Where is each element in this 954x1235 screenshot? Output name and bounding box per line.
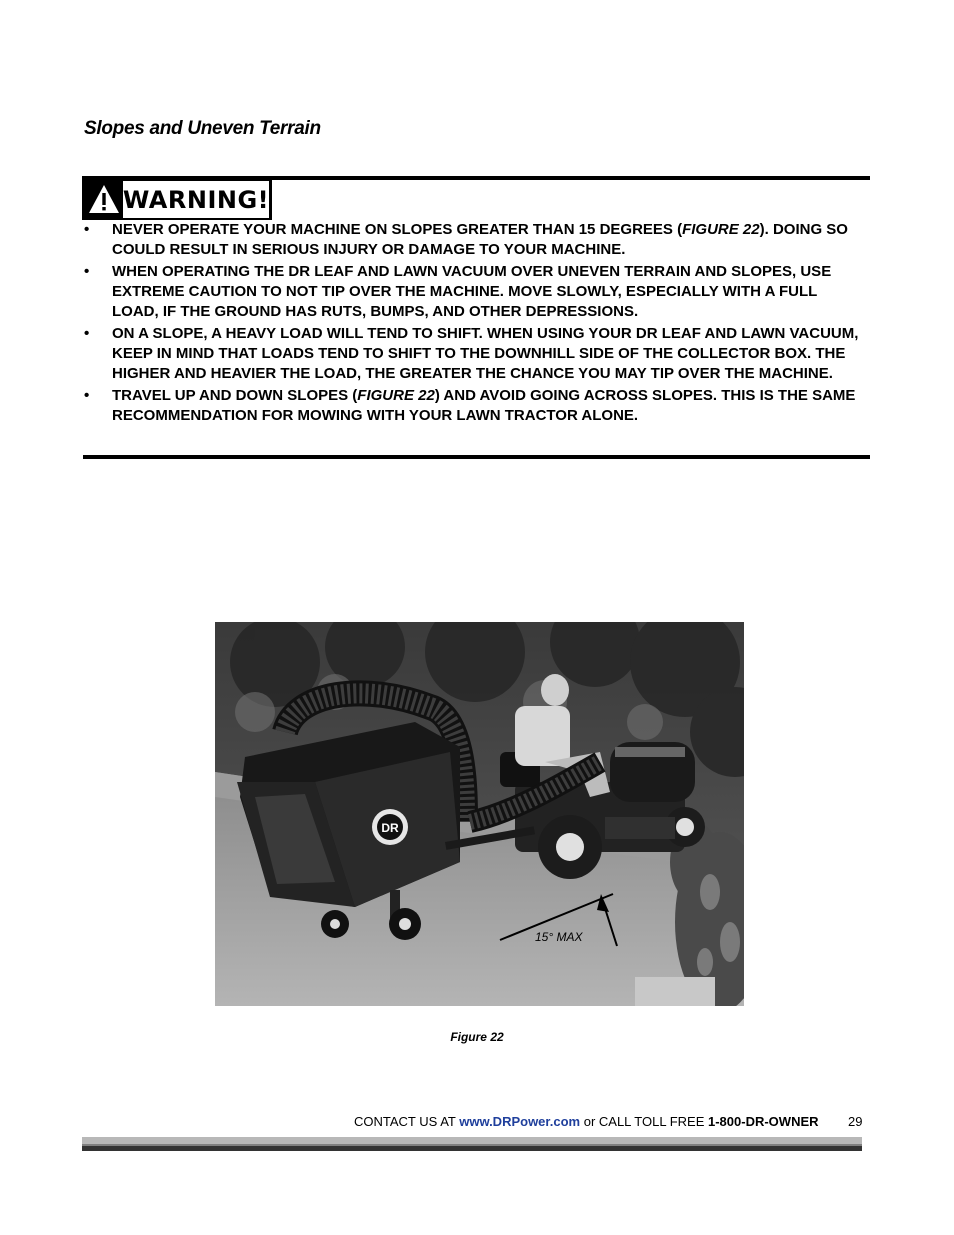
footer-prefix: CONTACT US AT [354,1114,460,1129]
bullet-icon: • [84,221,90,238]
warning-badge-label: WARNING! [122,185,270,214]
warning-item [84,262,864,322]
warning-top-rule [272,176,870,180]
warning-badge [82,176,272,220]
figure-reference: FIGURE 22 [357,387,435,404]
warning-item [84,324,864,384]
tractor-vacuum-photo [215,622,744,1006]
bullet-icon: • [84,263,90,280]
figure-caption: Figure 22 [450,1030,504,1044]
warning-item-text: TRAVEL UP AND DOWN SLOPES ( [112,387,358,404]
dr-logo-text: DR [381,821,399,835]
page-number: 29 [848,1114,863,1129]
warning-badge-label-box [123,181,269,218]
website-link[interactable]: www.DRPower.com [459,1114,581,1129]
warning-list [84,220,864,428]
phone-number: 1-800-DR-OWNER [708,1114,819,1129]
warning-item-text: NEVER OPERATE YOUR MACHINE ON SLOPES GREATER THAN 15 DEGREES ( [112,221,683,238]
figure-photo [215,622,744,1006]
warning-item-text: ON A SLOPE, A HEAVY LOAD WILL TEND TO SHIFT. WHEN USING YOUR DR LEAF AND LAWN VACUUM, KEEP IN MIND THAT LOADS TEND TO SHIFT TO THE DOWNHILL SIDE OF THE COLLECTOR BOX. THE HIGHER AND HEAVIER THE LOAD, THE GREATER THE CHANCE YOU MAY TIP OVER THE MACHINE. [112,325,859,382]
footer-rule [82,1137,862,1151]
warning-item-text: WHEN OPERATING THE DR LEAF AND LAWN VACUUM OVER UNEVEN TERRAIN AND SLOPES, USE EXTREME CAUTION TO NOT TIP OVER THE MACHINE. MOVE SLOWLY, ESPECIALLY WITH A FULL LOAD, IF THE GROUND HAS RUTS, BUMPS, AND OTHER DEPRESSIONS. [112,263,832,320]
bullet-icon: • [84,325,90,342]
bullet-icon: • [84,387,90,404]
footer-contact [354,1114,819,1129]
figure-reference: FIGURE 22 [682,221,760,238]
warning-item [84,386,864,426]
angle-label: 15° MAX [535,930,583,944]
warning-item-text: ). DOING SO COULD RESULT IN SERIOUS INJURY OR DAMAGE TO YOUR MACHINE. [112,221,848,258]
footer-middle: or CALL TOLL FREE [580,1114,708,1129]
warning-item [84,220,864,260]
section-title: Slopes and Uneven Terrain [84,118,321,139]
warning-triangle-icon [88,183,120,215]
warning-bottom-rule [83,455,870,459]
warning-item-text: ) AND AVOID GOING ACROSS SLOPES. THIS IS THE SAME RECOMMENDATION FOR MOWING WITH YOUR LAWN TRACTOR ALONE. [112,387,856,424]
